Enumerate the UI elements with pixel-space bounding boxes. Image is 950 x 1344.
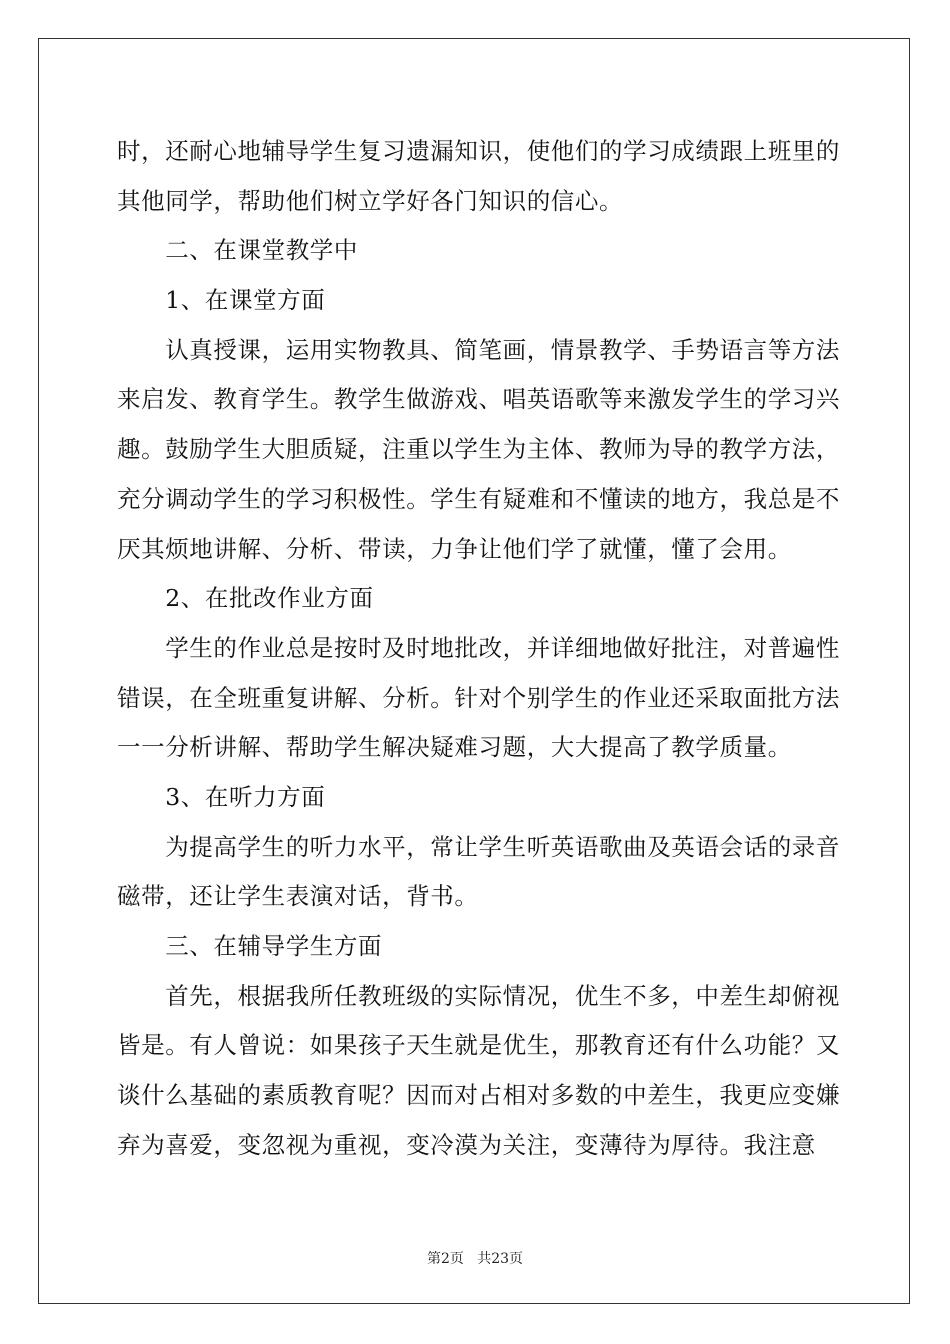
text-line: 错误，在全班重复讲解、分析。针对个别学生的作业还采取面批方法 [117,683,840,712]
text-line: 其他同学，帮助他们树立学好各门知识的信心。 [117,186,624,215]
text-line: 来启发、教育学生。教学生做游戏、唱英语歌等来激发学生的学习兴 [117,385,840,414]
section-heading: 二、在课堂教学中 [117,236,358,265]
text-line: 弃为喜爱，变忽视为重视，变冷漠为关注，变薄待为厚待。我注意 [117,1130,816,1159]
text-line: 一一分析讲解、帮助学生解决疑难习题，大大提高了教学质量。 [117,733,792,762]
text-line: 认真授课，运用实物教具、简笔画，情景教学、手势语言等方法 [117,335,840,364]
page-number: 第2页 共23页 [426,1251,524,1267]
text-line: 学生的作业总是按时及时地批改，并详细地做好批注，对普遍性 [117,633,840,662]
text-line: 厌其烦地讲解、分析、带读，力争让他们学了就懂，懂了会用。 [117,534,792,563]
subsection-heading: 3、在听力方面 [117,782,326,811]
text-line: 为提高学生的听力水平，常让学生听英语歌曲及英语会话的录音 [117,832,840,861]
document-body [117,127,840,1170]
text-line: 首先，根据我所任教班级的实际情况，优生不多，中差生却俯视 [117,981,840,1010]
text-line: 时，还耐心地辅导学生复习遗漏知识，使他们的学习成绩跟上班里的 [117,137,840,165]
text-line: 谈什么基础的素质教育呢？因而对占相对多数的中差生，我更应变嫌 [117,1081,840,1110]
subsection-heading: 2、在批改作业方面 [117,584,374,613]
text-line: 皆是。有人曾说：如果孩子天生就是优生，那教育还有什么功能？又 [117,1031,840,1060]
text-line: 趣。鼓励学生大胆质疑，注重以学生为主体、教师为导的教学方法， [117,435,840,464]
text-line: 充分调动学生的学习积极性。学生有疑难和不懂读的地方，我总是不 [117,484,840,513]
subsection-heading: 1、在课堂方面 [117,286,326,315]
text-line: 磁带，还让学生表演对话，背书。 [117,882,479,911]
section-heading: 三、在辅导学生方面 [117,932,383,960]
